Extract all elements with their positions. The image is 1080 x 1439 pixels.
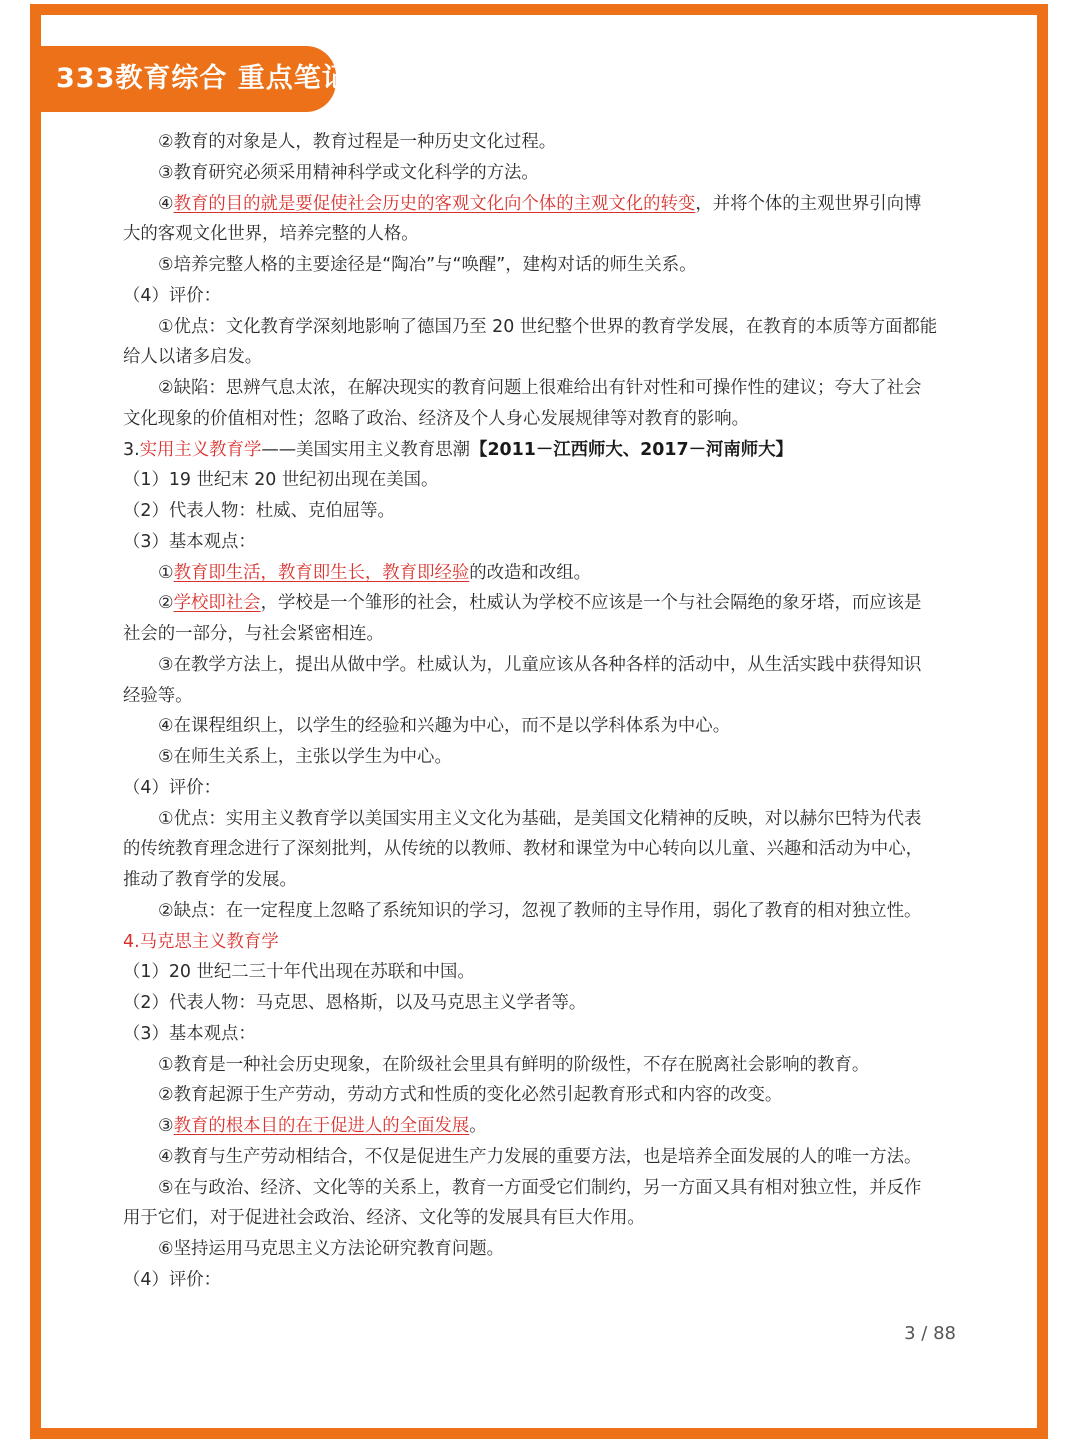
text-line — [158, 1237, 504, 1261]
text-span: ①教育是一种社会历史现象，在阶级社会里具有鲜明的阶级性，不存在脱离社会影响的教育。 — [158, 1054, 870, 1075]
text-line — [123, 991, 586, 1015]
text-span: ⑤在师生关系上，主张以学生为中心。 — [158, 747, 452, 767]
text-line — [158, 591, 921, 615]
text-line — [158, 161, 539, 185]
page-number: 3 / 88 — [904, 1323, 956, 1344]
text-span: ③在教学方法上，提出从做中学。杜威认为，儿童应该从各种各样的活动中，从生活实践中获得知识 — [158, 654, 922, 675]
text-span: ，学校是一个雏形的社会，杜威认为学校不应该是一个与社会隔绝的象牙塔，而应该是 — [260, 593, 922, 614]
text-span: （4）评价： — [123, 1269, 222, 1290]
section-heading-text: 实用主义教育学 — [139, 439, 262, 460]
text-line — [123, 1206, 645, 1230]
text-span: ④ — [158, 193, 174, 214]
text-line — [158, 192, 921, 216]
text-span: ②缺点：在一定程度上忽略了系统知识的学习，忽视了教师的主导作用，弱化了教育的相对独立性。 — [158, 900, 922, 921]
text-span: （4）评价： — [123, 285, 222, 306]
text-span: ①优点：文化教育学深刻地影响了德国乃至 20 世纪整个世界的教育学发展，在教育的本质等方面都能 — [158, 316, 938, 337]
text-span: （4）评价： — [123, 777, 222, 798]
text-span: （3）基本观点： — [123, 531, 256, 552]
exam-source-tag: 【2011－江西师大、2017－河南师大】 — [470, 439, 793, 460]
text-line — [158, 130, 556, 154]
text-line — [158, 1114, 487, 1138]
text-line — [123, 284, 221, 308]
text-line — [123, 345, 262, 369]
text-span: 大的客观文化世界，培养完整的人格。 — [123, 224, 419, 245]
text-span: ①优点：实用主义教育学以美国实用主义文化为基础，是美国文化精神的反映，对以赫尔巴特为代表 — [158, 808, 922, 829]
text-line — [158, 315, 937, 339]
text-span: ③教育研究必须采用精神科学或文化科学的方法。 — [158, 162, 539, 183]
text-line — [158, 1145, 921, 1169]
text-span: 文化现象的价值相对性；忽略了政治、经济及个人身心发展规律等对教育的影响。 — [123, 408, 750, 429]
text-span: ——美国实用主义教育思潮 — [261, 439, 471, 460]
text-span: （2）代表人物：杜威、克伯屈等。 — [123, 501, 395, 521]
section-heading-text: 4.马克思主义教育学 — [123, 931, 279, 952]
highlighted-phrase: 教育的根本目的在于促进人的全面发展 — [173, 1116, 470, 1136]
text-line — [123, 499, 395, 523]
text-span: ②缺陷：思辨气息太浓，在解决现实的教育问题上很难给出有针对性和可操作性的建议；夸大了社会 — [158, 378, 922, 398]
highlighted-phrase: 教育的目的就是要促使社会历史的客观文化向个体的主观文化的转变 — [173, 193, 696, 214]
text-span: ，并将个体的主观世界引向博 — [695, 193, 922, 214]
text-line — [123, 930, 279, 954]
text-span: ③ — [158, 1116, 174, 1136]
text-span: 社会的一部分，与社会紧密相连。 — [123, 624, 384, 644]
text-span: ① — [158, 562, 174, 583]
text-span: 经验等。 — [123, 685, 193, 706]
text-line — [123, 407, 749, 431]
text-span: ④在课程组织上，以学生的经验和兴趣为中心，而不是以学科体系为中心。 — [158, 716, 731, 737]
text-line — [123, 837, 923, 861]
text-span: ⑥坚持运用马克思主义方法论研究教育问题。 — [158, 1239, 505, 1259]
text-line — [123, 1268, 221, 1292]
text-span: 给人以诸多启发。 — [123, 347, 263, 368]
text-line — [158, 1053, 869, 1077]
text-line — [158, 561, 591, 585]
text-span: 3. — [123, 439, 140, 460]
header-badge: 333教育综合 重点笔记 — [30, 46, 336, 112]
text-span: （2）代表人物：马克思、恩格斯，以及马克思主义学者等。 — [123, 993, 587, 1013]
text-span: 用于它们，对于促进社会政治、经济、文化等的发展具有巨大作用。 — [123, 1208, 645, 1229]
text-line — [123, 222, 419, 246]
highlighted-phrase: 学校即社会 — [173, 593, 261, 614]
text-span: ⑤在与政治、经济、文化等的关系上，教育一方面受它们制约，另一方面又具有相对独立性，并反作 — [158, 1177, 922, 1198]
text-span: （1）20 世纪二三十年代出现在苏联和中国。 — [123, 962, 475, 983]
text-span: 的改造和改组。 — [469, 562, 591, 583]
text-line — [158, 807, 921, 831]
text-span: ⑤培养完整人格的主要途径是“陶冶”与“唤醒”，建构对话的师生关系。 — [158, 255, 697, 275]
text-span: （3）基本观点： — [123, 1023, 256, 1044]
text-line — [123, 468, 438, 492]
text-span: 推动了教育学的发展。 — [123, 870, 297, 890]
text-line — [123, 960, 475, 984]
text-line — [123, 438, 793, 462]
text-line — [158, 1083, 782, 1107]
text-line — [123, 776, 221, 800]
text-line — [158, 899, 921, 923]
text-span: 。 — [469, 1116, 487, 1136]
text-line — [158, 376, 921, 400]
text-line — [123, 530, 256, 554]
text-span: ②教育的对象是人，教育过程是一种历史文化过程。 — [158, 132, 557, 152]
text-line — [158, 1176, 921, 1200]
highlighted-phrase: 教育即生活，教育即生长，教育即经验 — [173, 562, 470, 583]
text-line — [158, 653, 921, 677]
text-span: 的传统教育理念进行了深刻批判，从传统的以教师、教材和课堂为中心转向以儿童、兴趣和活动为中心， — [123, 839, 923, 860]
text-line — [123, 684, 193, 708]
text-line — [158, 745, 452, 769]
text-line — [123, 868, 297, 892]
text-line — [123, 1022, 256, 1046]
text-span: ②教育起源于生产劳动，劳动方式和性质的变化必然引起教育形式和内容的改变。 — [158, 1085, 783, 1106]
text-line — [158, 253, 697, 277]
text-line — [158, 714, 730, 738]
text-span: ② — [158, 593, 174, 614]
text-span: （1）19 世纪末 20 世纪初出现在美国。 — [123, 470, 439, 491]
text-line — [123, 622, 384, 646]
text-span: ④教育与生产劳动相结合，不仅是促进生产力发展的重要方法，也是培养全面发展的人的唯一方法。 — [158, 1146, 922, 1167]
